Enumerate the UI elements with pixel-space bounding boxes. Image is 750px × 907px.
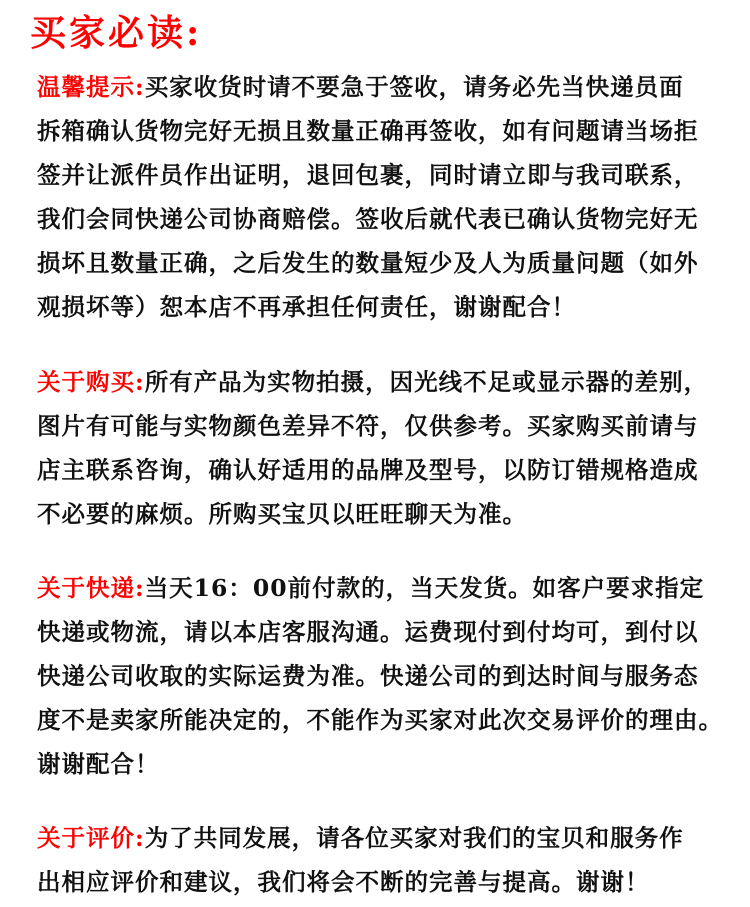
page-title: 买家必读: <box>30 12 203 54</box>
section-label: 关于快递: <box>37 574 145 602</box>
section-text: 所有产品为实物拍摄，因光线不足或显示器的差别， <box>144 368 709 396</box>
section-text: 为了共同发展，请各位买家对我们的宝贝和服务作 <box>144 824 684 852</box>
section-text: 买家收货时请不要急于签收，请务必先当快递员面 <box>144 73 684 101</box>
section-about-purchase <box>37 360 737 536</box>
section-line: 谢谢配合！ <box>37 750 160 778</box>
section-label: 关于评价: <box>37 824 145 852</box>
section-text: 当天16：00前付款的，当天发货。如客户要求指定 <box>144 574 705 602</box>
section-label: 温馨提示: <box>37 73 145 101</box>
section-line: 观损坏等）恕本店不再承担任何责任，谢谢配合！ <box>37 293 576 321</box>
section-line: 损坏且数量正确，之后发生的数量短少及人为质量问题（如外 <box>37 249 699 277</box>
section-line: 不必要的麻烦。所购买宝贝以旺旺聊天为准。 <box>37 500 527 528</box>
section-about-review <box>37 816 737 904</box>
section-line <box>37 816 737 860</box>
section-line: 我们会同快递公司协商赔偿。签收后就代表已确认货物完好无 <box>37 205 699 233</box>
section-line: 快递公司收取的实际运费为准。快递公司的到达时间与服务态 <box>37 662 699 690</box>
section-line: 图片有可能与实物颜色差异不符，仅供参考。买家购买前请与 <box>37 412 699 440</box>
section-line <box>37 566 737 610</box>
section-line: 拆箱确认货物完好无损且数量正确再签收，如有问题请当场拒 <box>37 117 699 145</box>
section-line: 出相应评价和建议，我们将会不断的完善与提高。谢谢！ <box>37 868 650 896</box>
section-about-delivery <box>37 566 737 786</box>
section-line: 店主联系咨询，确认好适用的品牌及型号，以防订错规格造成 <box>37 456 699 484</box>
section-line: 快递或物流，请以本店客服沟通。运费现付到付均可，到付以 <box>37 618 699 646</box>
section-label: 关于购买: <box>37 368 145 396</box>
section-line <box>37 360 737 404</box>
section-warm-tip <box>37 65 737 329</box>
section-line <box>37 65 737 109</box>
section-line: 签并让派件员作出证明，退回包裹，同时请立即与我司联系， <box>37 161 699 189</box>
section-line: 度不是卖家所能决定的，不能作为买家对此次交易评价的理由。 <box>37 706 723 734</box>
